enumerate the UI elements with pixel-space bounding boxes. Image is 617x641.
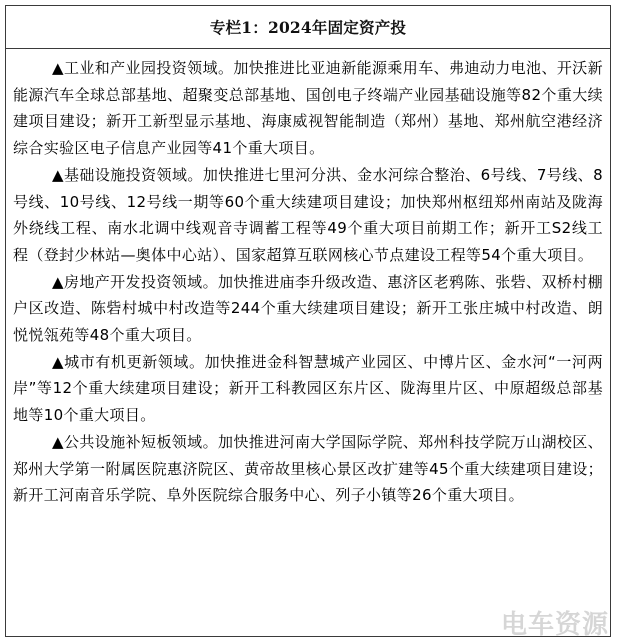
paragraph-industrial: ▲工业和产业园投资领域。加快推进比亚迪新能源乘用车、弗迪动力电池、开沃新能源汽车全球总部基地、超聚变总部基地、国创电子终端产业园基础设施等82个重大续建项目建设；新开工新型显示基地、海康威视智能制造（郑州）基地、郑州航空港经济综合实验区电子信息产业园等41个重大项目。: [13, 59, 603, 158]
paragraph-real-estate: ▲房地产开发投资领域。加快推进庙李升级改造、惠济区老鸦陈、张砦、双桥村棚户区改造、陈砦村城中村改造等244个重大续建项目建设；新开工张庄城中村改造、朗悦悦瓴苑等48个重大项目。: [13, 272, 603, 345]
panel-header: [6, 6, 610, 49]
panel-body: [6, 49, 610, 509]
panel-title: 专栏1：2024年固定资产投: [209, 18, 407, 37]
paragraph-public-facilities: ▲公共设施补短板领域。加快推进河南大学国际学院、郑州科技学院万山湖校区、郑州大学第一附属医院惠济院区、黄帝故里核心景区改扩建等45个重大续建项目建设；新开工河南音乐学院、阜外医院综合服务中心、列子小镇等26个重大项目。: [13, 432, 603, 505]
paragraph-urban-renewal: ▲城市有机更新领域。加快推进金科智慧城产业园区、中博片区、金水河“一河两岸”等12个重大续建项目建设；新开工科教园区东片区、陇海里片区、中原超级总部基地等10个重大项目。: [13, 352, 603, 425]
column-panel: [5, 5, 611, 637]
watermark-logo: 电车资源: [500, 610, 609, 640]
paragraph-infrastructure: ▲基础设施投资领域。加快推进七里河分洪、金水河综合整治、6号线、7号线、8号线、10号线、12号线一期等60个重大续建项目建设；加快郑州枢纽郑州南站及陇海外绕线工程、南水北调中线观音寺调蓄工程等49个重大项目前期工作；新开工S2线工程（登封少林站—奥体中心站）、国家超算互联网核心节点建设工程等54个重大项目。: [13, 165, 603, 264]
